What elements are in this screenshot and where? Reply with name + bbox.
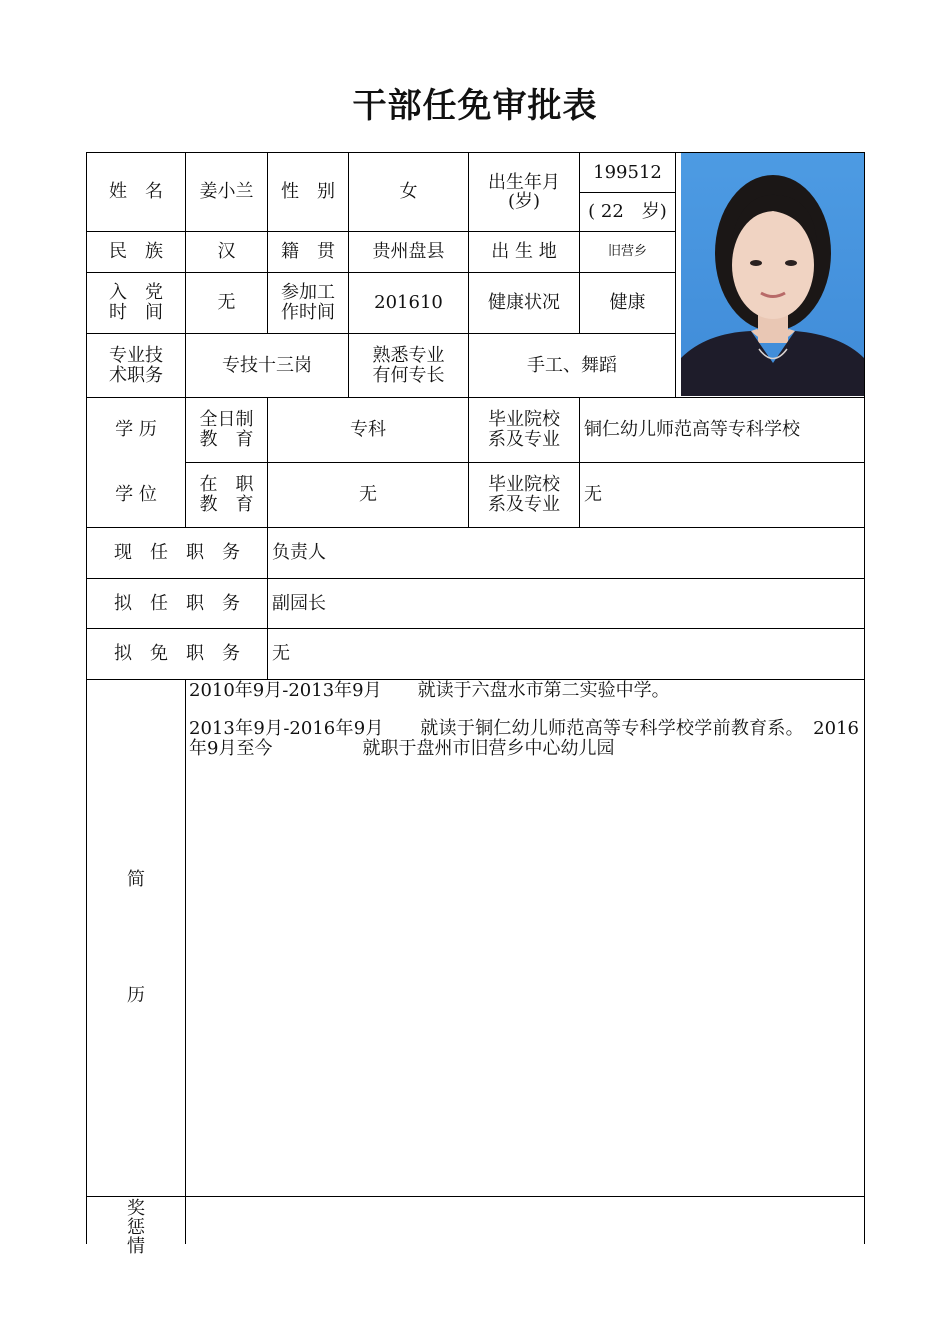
- name-value: 姜小兰: [199, 181, 254, 202]
- work-label-line1: 参加工: [281, 282, 335, 303]
- onjob-label-line2: 教 育: [199, 494, 254, 515]
- onjob-school-label-line1: 毕业院校: [488, 474, 560, 495]
- birth-label: 出生年月(岁): [488, 172, 560, 212]
- ethnicity-value: 汉: [217, 241, 236, 262]
- gender-label: 性 别: [281, 181, 335, 202]
- onjob-edu-label: [186, 463, 267, 527]
- health-label: 健康状况: [488, 292, 560, 313]
- current-post-value: 负责人: [272, 542, 326, 563]
- tech-label-line1: 专业技: [109, 344, 163, 366]
- work-time-label: [268, 273, 348, 333]
- party-label-line2: 时 间: [109, 302, 163, 323]
- native-place-value: 贵州盘县: [372, 241, 445, 262]
- specialty-value: 手工、舞蹈: [527, 354, 617, 376]
- removal-post-label: 拟 免 职 务: [114, 643, 240, 664]
- table-line: [185, 679, 186, 1244]
- current-post-label: 现 任 职 务: [114, 542, 240, 563]
- education-label: 学 历: [115, 419, 157, 440]
- school-label-line1: 毕业院校: [488, 409, 560, 430]
- tech-label-line2: 术职务: [109, 364, 163, 386]
- resume-entry: 2013年9月-2016年9月 就读于铜仁幼儿师范高等专科学校学前教育系。 2016年9月至今 就职于盘州市旧营乡中心幼儿园: [189, 718, 859, 759]
- onjob-school-label-line2: 系及专业: [488, 494, 560, 515]
- school-label-line2: 系及专业: [488, 429, 560, 450]
- onjob-school-value: 无: [584, 484, 602, 505]
- rewards-label: 奖惩情: [127, 1198, 145, 1257]
- tech-title-value: 专技十三岗: [222, 354, 312, 376]
- onjob-edu-value: 无: [359, 484, 377, 505]
- portrait-photo: [681, 153, 864, 396]
- party-label-line1: 入 党: [109, 282, 163, 303]
- proposed-post-value: 副园长: [272, 592, 326, 614]
- work-time-value: 201610: [374, 292, 443, 313]
- name-label: 姓 名: [109, 181, 163, 202]
- proposed-post-label: 拟 任 职 务: [114, 592, 240, 614]
- fulltime-label-line2: 教 育: [199, 429, 254, 450]
- birthplace-label: 出 生 地: [491, 241, 557, 262]
- fulltime-label-line1: 全日制: [199, 409, 254, 430]
- party-time-value: 无: [217, 292, 236, 313]
- fulltime-school-label: [469, 398, 579, 462]
- resume-label-1: 简: [127, 869, 145, 890]
- tech-title-label: [87, 334, 185, 397]
- fulltime-edu-label: [186, 398, 267, 462]
- resume-text: [189, 681, 859, 777]
- table-line: [675, 152, 676, 397]
- party-time-label: [87, 273, 185, 333]
- portrait-image: [681, 153, 864, 396]
- gender-value: 女: [399, 181, 418, 202]
- table-line: [864, 152, 865, 1244]
- specialty-label-line2: 有何专长: [372, 364, 445, 386]
- birth-value: 199512: [593, 161, 662, 183]
- resume-entry: 2010年9月-2013年9月 就读于六盘水市第二实验中学。: [189, 680, 670, 701]
- ethnicity-label: 民 族: [109, 241, 163, 262]
- fulltime-school-value: 铜仁幼儿师范高等专科学校: [584, 419, 800, 440]
- form-title: 干部任免审批表: [352, 86, 598, 126]
- table-line: [86, 1196, 865, 1197]
- health-value: 健康: [609, 292, 646, 313]
- specialty-label-line1: 熟悉专业: [372, 344, 445, 366]
- native-place-label: 籍 贯: [281, 241, 335, 262]
- degree-label: 学 位: [115, 484, 157, 505]
- age-value: ( 22 岁): [588, 201, 667, 222]
- specialty-label: [349, 334, 468, 397]
- removal-post-value: 无: [272, 643, 290, 664]
- onjob-school-label: [469, 463, 579, 527]
- resume-label-2: 历: [127, 985, 145, 1006]
- fulltime-edu-value: 专科: [350, 419, 386, 440]
- onjob-label-line1: 在 职: [199, 474, 254, 495]
- birthplace-value: 旧营乡: [607, 244, 647, 259]
- work-label-line2: 作时间: [281, 302, 335, 323]
